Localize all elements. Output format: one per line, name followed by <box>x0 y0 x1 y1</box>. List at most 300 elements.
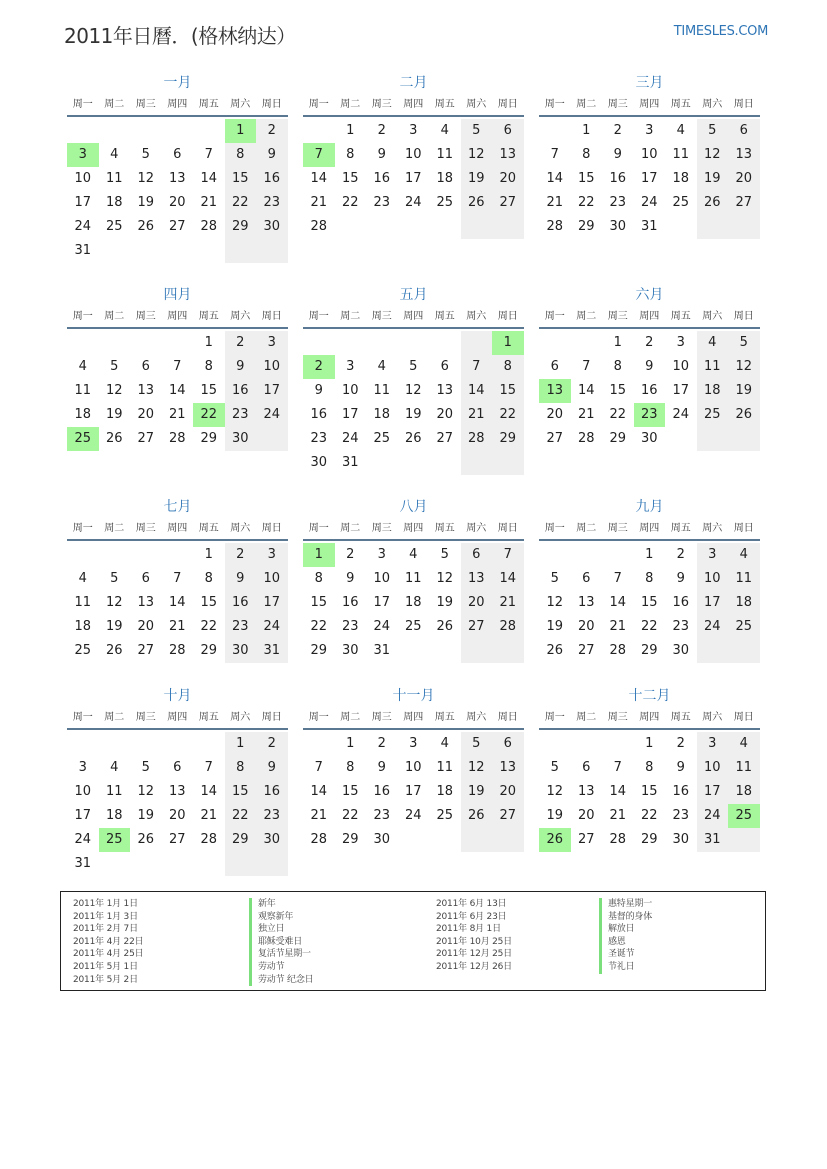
month-block <box>539 497 760 663</box>
weekday-label: 周一 <box>544 99 565 110</box>
day-cell: 15 <box>492 379 524 403</box>
day-cell: 29 <box>640 643 658 658</box>
day-cell: 19 <box>697 167 729 191</box>
day-cell: 27 <box>492 804 524 828</box>
day-cell: 6 <box>440 359 449 374</box>
weekday-label: 周五 <box>670 311 691 322</box>
day-cell: 29 <box>609 431 627 446</box>
day-cell: 27 <box>577 643 595 658</box>
weekday-label: 周六 <box>702 523 723 534</box>
month-block <box>303 285 524 475</box>
empty-cell <box>398 331 430 355</box>
weekday-label: 周五 <box>198 99 219 110</box>
day-cell: 8 <box>314 571 323 586</box>
day-cell: 26 <box>404 431 422 446</box>
empty-cell <box>99 239 131 263</box>
day-cell: 18 <box>74 407 92 422</box>
day-cell: 9 <box>676 760 685 775</box>
day-cell: 7 <box>303 143 335 167</box>
day-cell: 31 <box>697 828 729 852</box>
day-cell: 27 <box>137 431 155 446</box>
day-cell: 30 <box>256 215 288 239</box>
weekday-label: 周二 <box>104 311 125 322</box>
day-cell: 18 <box>373 407 391 422</box>
day-cell: 11 <box>404 571 422 586</box>
day-cell: 28 <box>609 832 627 847</box>
empty-cell <box>728 215 760 239</box>
empty-cell <box>99 732 131 756</box>
empty-cell <box>256 427 288 451</box>
day-cell: 20 <box>461 591 493 615</box>
empty-cell <box>461 828 493 852</box>
day-cell: 4 <box>440 123 449 138</box>
day-cell: 26 <box>461 804 493 828</box>
weekday-label: 周三 <box>135 99 156 110</box>
brand-link[interactable]: TIMESLES.COM <box>673 24 768 39</box>
weekday-label: 周四 <box>167 99 188 110</box>
day-cell: 14 <box>200 784 218 799</box>
day-cell: 6 <box>173 147 182 162</box>
month-name: 二月 <box>399 75 428 91</box>
weekday-header <box>67 517 288 541</box>
empty-cell <box>539 543 571 567</box>
holiday-name: 耶稣受难日 <box>249 936 313 949</box>
weekday-label: 周六 <box>230 712 251 723</box>
day-cell: 12 <box>697 143 729 167</box>
day-cell: 23 <box>672 619 690 634</box>
day-cell: 27 <box>577 832 595 847</box>
day-cell: 12 <box>137 784 155 799</box>
holiday-date: 2011年 6月 13日 <box>436 899 507 909</box>
day-cell: 4 <box>676 123 685 138</box>
weekday-label: 周六 <box>466 712 487 723</box>
day-cell: 4 <box>377 359 386 374</box>
weekday-label: 周日 <box>497 311 518 322</box>
day-cell: 15 <box>577 171 595 186</box>
day-grid <box>67 732 288 876</box>
day-cell: 15 <box>200 595 218 610</box>
empty-cell <box>571 732 603 756</box>
day-cell: 23 <box>373 808 391 823</box>
weekday-label: 周五 <box>434 99 455 110</box>
day-cell: 23 <box>256 191 288 215</box>
holiday-name: 节礼日 <box>599 961 652 974</box>
day-cell: 14 <box>609 784 627 799</box>
month-name: 六月 <box>635 287 664 303</box>
empty-cell <box>602 543 634 567</box>
weekday-header <box>67 706 288 730</box>
weekday-label: 周五 <box>198 523 219 534</box>
day-cell: 16 <box>256 780 288 804</box>
empty-cell <box>539 331 571 355</box>
day-cell: 6 <box>550 359 559 374</box>
day-cell: 20 <box>137 407 155 422</box>
day-cell: 13 <box>461 567 493 591</box>
day-cell: 3 <box>676 335 685 350</box>
day-cell: 6 <box>173 760 182 775</box>
day-cell: 11 <box>105 784 123 799</box>
weekday-label: 周日 <box>261 99 282 110</box>
weekday-label: 周一 <box>544 712 565 723</box>
day-cell: 12 <box>461 143 493 167</box>
weekday-label: 周三 <box>607 523 628 534</box>
day-cell: 18 <box>404 595 422 610</box>
day-cell: 2 <box>645 335 654 350</box>
day-cell: 18 <box>74 619 92 634</box>
weekday-label: 周二 <box>104 99 125 110</box>
day-cell: 18 <box>436 784 454 799</box>
day-cell: 6 <box>582 571 591 586</box>
day-cell: 7 <box>613 571 622 586</box>
weekday-label: 周三 <box>371 523 392 534</box>
weekday-label: 周四 <box>403 311 424 322</box>
empty-cell <box>335 331 367 355</box>
weekday-header <box>303 305 524 329</box>
weekday-label: 周六 <box>230 311 251 322</box>
day-cell: 11 <box>697 355 729 379</box>
day-cell: 2 <box>256 119 288 143</box>
day-cell: 16 <box>225 591 257 615</box>
day-cell: 22 <box>640 808 658 823</box>
day-cell: 21 <box>168 407 186 422</box>
holiday-date: 2011年 8月 1日 <box>436 924 501 935</box>
day-cell: 14 <box>546 171 564 186</box>
day-cell: 5 <box>409 359 418 374</box>
day-cell: 25 <box>67 427 99 451</box>
day-cell: 4 <box>110 760 119 775</box>
day-cell: 23 <box>225 403 257 427</box>
holiday-date: 2011年 10月 25日 <box>436 936 512 947</box>
day-cell: 10 <box>74 171 92 186</box>
day-cell: 17 <box>74 195 92 210</box>
weekday-label: 周四 <box>639 311 660 322</box>
day-cell: 28 <box>546 219 564 234</box>
day-cell: 15 <box>310 595 328 610</box>
day-cell: 10 <box>404 147 422 162</box>
weekday-label: 周五 <box>434 712 455 723</box>
day-cell: 2 <box>225 543 257 567</box>
day-cell: 8 <box>613 359 622 374</box>
day-cell: 8 <box>582 147 591 162</box>
weekday-label: 周日 <box>733 311 754 322</box>
day-cell: 17 <box>74 808 92 823</box>
day-cell: 9 <box>613 147 622 162</box>
empty-cell <box>492 451 524 475</box>
day-cell: 14 <box>492 567 524 591</box>
day-cell: 25 <box>99 828 131 852</box>
weekday-label: 周二 <box>104 523 125 534</box>
day-cell: 25 <box>404 619 422 634</box>
day-cell: 22 <box>310 619 328 634</box>
day-cell: 26 <box>105 643 123 658</box>
month-name: 五月 <box>399 287 428 303</box>
empty-cell <box>461 451 493 475</box>
day-cell: 31 <box>373 643 391 658</box>
day-cell: 1 <box>645 736 654 751</box>
day-cell: 13 <box>577 784 595 799</box>
day-cell: 3 <box>256 543 288 567</box>
weekday-label: 周日 <box>733 99 754 110</box>
empty-cell <box>303 331 335 355</box>
day-grid <box>539 543 760 663</box>
day-cell: 29 <box>200 431 218 446</box>
empty-cell <box>335 215 367 239</box>
weekday-label: 周五 <box>434 311 455 322</box>
day-cell: 13 <box>539 379 571 403</box>
empty-cell <box>303 119 335 143</box>
day-cell: 21 <box>310 808 328 823</box>
day-cell: 21 <box>546 195 564 210</box>
empty-cell <box>492 215 524 239</box>
day-cell: 3 <box>256 331 288 355</box>
day-cell: 3 <box>645 123 654 138</box>
empty-cell <box>193 732 225 756</box>
day-cell: 5 <box>550 760 559 775</box>
day-cell: 20 <box>436 407 454 422</box>
day-cell: 22 <box>492 403 524 427</box>
day-cell: 8 <box>225 756 257 780</box>
weekday-label: 周五 <box>670 99 691 110</box>
day-cell: 29 <box>341 832 359 847</box>
weekday-label: 周三 <box>371 712 392 723</box>
day-cell: 25 <box>728 804 760 828</box>
holiday-names-left <box>249 898 313 986</box>
empty-cell <box>429 215 461 239</box>
day-cell: 2 <box>303 355 335 379</box>
day-cell: 30 <box>225 427 257 451</box>
day-cell: 27 <box>492 191 524 215</box>
day-cell: 6 <box>582 760 591 775</box>
weekday-label: 周六 <box>466 311 487 322</box>
empty-cell <box>225 852 257 876</box>
holiday-date: 2011年 4月 22日 <box>73 936 144 947</box>
day-cell: 2 <box>225 331 257 355</box>
weekday-label: 周日 <box>497 712 518 723</box>
day-cell: 12 <box>105 595 123 610</box>
day-cell: 17 <box>697 591 729 615</box>
day-cell: 17 <box>672 383 690 398</box>
day-cell: 3 <box>409 736 418 751</box>
day-cell: 4 <box>78 359 87 374</box>
empty-cell <box>162 119 194 143</box>
day-cell: 3 <box>697 543 729 567</box>
holiday-date: 2011年 12月 26日 <box>436 961 512 972</box>
day-cell: 1 <box>613 335 622 350</box>
weekday-label: 周四 <box>167 712 188 723</box>
day-cell: 30 <box>373 832 391 847</box>
empty-cell <box>162 239 194 263</box>
holiday-date: 2011年 1月 1日 <box>73 899 138 909</box>
day-cell: 5 <box>110 359 119 374</box>
empty-cell <box>67 119 99 143</box>
empty-cell <box>162 732 194 756</box>
weekday-label: 周日 <box>733 523 754 534</box>
empty-cell <box>728 828 760 852</box>
day-cell: 2 <box>676 736 685 751</box>
weekday-label: 周五 <box>670 523 691 534</box>
weekday-label: 周日 <box>497 523 518 534</box>
weekday-label: 周二 <box>340 712 361 723</box>
day-cell: 27 <box>168 832 186 847</box>
weekday-label: 周四 <box>639 99 660 110</box>
holiday-date: 2011年 2月 7日 <box>73 924 138 935</box>
weekday-label: 周一 <box>72 99 93 110</box>
day-cell: 1 <box>582 123 591 138</box>
day-cell: 24 <box>672 407 690 422</box>
day-cell: 30 <box>341 643 359 658</box>
day-cell: 5 <box>461 732 493 756</box>
day-cell: 4 <box>728 543 760 567</box>
day-cell: 7 <box>613 760 622 775</box>
empty-cell <box>256 852 288 876</box>
day-cell: 22 <box>225 191 257 215</box>
day-cell: 25 <box>436 808 454 823</box>
month-block <box>303 73 524 239</box>
day-cell: 29 <box>640 832 658 847</box>
day-cell: 7 <box>173 571 182 586</box>
day-cell: 24 <box>640 195 658 210</box>
day-cell: 1 <box>645 547 654 562</box>
empty-cell <box>539 119 571 143</box>
day-cell: 31 <box>341 455 359 470</box>
weekday-label: 周三 <box>607 311 628 322</box>
day-cell: 7 <box>173 359 182 374</box>
day-cell: 6 <box>141 571 150 586</box>
empty-cell <box>67 732 99 756</box>
day-cell: 19 <box>728 379 760 403</box>
day-cell: 4 <box>728 732 760 756</box>
holiday-date: 2011年 6月 23日 <box>436 911 507 922</box>
empty-cell <box>193 239 225 263</box>
empty-cell <box>225 239 257 263</box>
weekday-header <box>67 93 288 117</box>
month-name: 四月 <box>163 287 192 303</box>
day-cell: 12 <box>546 784 564 799</box>
day-cell: 7 <box>550 147 559 162</box>
day-cell: 14 <box>168 595 186 610</box>
day-cell: 27 <box>546 431 564 446</box>
day-cell: 28 <box>200 832 218 847</box>
day-cell: 6 <box>141 359 150 374</box>
day-cell: 5 <box>141 760 150 775</box>
weekday-label: 周五 <box>198 311 219 322</box>
day-cell: 18 <box>697 379 729 403</box>
day-cell: 5 <box>110 571 119 586</box>
holiday-date: 2011年 4月 25日 <box>73 949 144 960</box>
day-cell: 3 <box>377 547 386 562</box>
holiday-name: 圣诞节 <box>599 948 652 961</box>
day-cell: 14 <box>461 379 493 403</box>
day-cell: 13 <box>168 784 186 799</box>
day-cell: 23 <box>373 195 391 210</box>
holiday-name: 复活节星期一 <box>249 948 313 961</box>
day-cell: 3 <box>78 760 87 775</box>
day-cell: 13 <box>577 595 595 610</box>
day-cell: 5 <box>697 119 729 143</box>
weekday-label: 周一 <box>544 523 565 534</box>
day-cell: 17 <box>373 595 391 610</box>
day-cell: 13 <box>492 143 524 167</box>
weekday-label: 周一 <box>544 311 565 322</box>
day-cell: 4 <box>110 147 119 162</box>
day-cell: 7 <box>461 355 493 379</box>
empty-cell <box>398 828 430 852</box>
day-cell: 22 <box>341 195 359 210</box>
day-cell: 26 <box>697 191 729 215</box>
day-cell: 22 <box>200 619 218 634</box>
day-grid <box>67 119 288 263</box>
day-cell: 25 <box>672 195 690 210</box>
day-cell: 17 <box>640 171 658 186</box>
day-cell: 13 <box>492 756 524 780</box>
day-cell: 12 <box>728 355 760 379</box>
day-cell: 16 <box>373 784 391 799</box>
day-cell: 14 <box>609 595 627 610</box>
day-cell: 17 <box>404 171 422 186</box>
empty-cell <box>366 215 398 239</box>
day-cell: 29 <box>310 643 328 658</box>
empty-cell <box>398 451 430 475</box>
month-name: 九月 <box>635 499 664 515</box>
weekday-label: 周二 <box>576 523 597 534</box>
day-cell: 24 <box>697 615 729 639</box>
month-name: 一月 <box>163 75 192 91</box>
day-cell: 17 <box>341 407 359 422</box>
day-cell: 26 <box>539 828 571 852</box>
weekday-label: 周三 <box>135 712 156 723</box>
day-cell: 16 <box>672 595 690 610</box>
day-cell: 11 <box>728 756 760 780</box>
day-cell: 20 <box>168 195 186 210</box>
empty-cell <box>99 331 131 355</box>
empty-cell <box>492 828 524 852</box>
day-cell: 10 <box>404 760 422 775</box>
empty-cell <box>602 732 634 756</box>
day-cell: 26 <box>137 219 155 234</box>
empty-cell <box>162 543 194 567</box>
day-cell: 11 <box>436 760 454 775</box>
day-cell: 1 <box>225 119 257 143</box>
holiday-name: 基督的身体 <box>599 911 652 924</box>
day-cell: 10 <box>640 147 658 162</box>
day-cell: 13 <box>137 383 155 398</box>
day-cell: 8 <box>346 760 355 775</box>
day-cell: 22 <box>609 407 627 422</box>
month-block <box>67 73 288 263</box>
day-cell: 6 <box>492 119 524 143</box>
day-cell: 6 <box>461 543 493 567</box>
day-cell: 24 <box>373 619 391 634</box>
holiday-name: 新年 <box>249 898 313 911</box>
day-cell: 24 <box>404 808 422 823</box>
day-cell: 29 <box>225 215 257 239</box>
weekday-label: 周一 <box>308 523 329 534</box>
holiday-name: 独立日 <box>249 923 313 936</box>
day-cell: 9 <box>676 571 685 586</box>
weekday-header <box>303 706 524 730</box>
weekday-label: 周三 <box>135 311 156 322</box>
weekday-label: 周四 <box>403 99 424 110</box>
day-grid <box>303 119 524 239</box>
holiday-date: 2011年 5月 2日 <box>73 974 138 985</box>
day-cell: 14 <box>310 171 328 186</box>
day-cell: 19 <box>461 167 493 191</box>
day-cell: 4 <box>697 331 729 355</box>
day-cell: 30 <box>609 219 627 234</box>
day-cell: 20 <box>137 619 155 634</box>
day-cell: 11 <box>74 595 92 610</box>
day-cell: 5 <box>440 547 449 562</box>
